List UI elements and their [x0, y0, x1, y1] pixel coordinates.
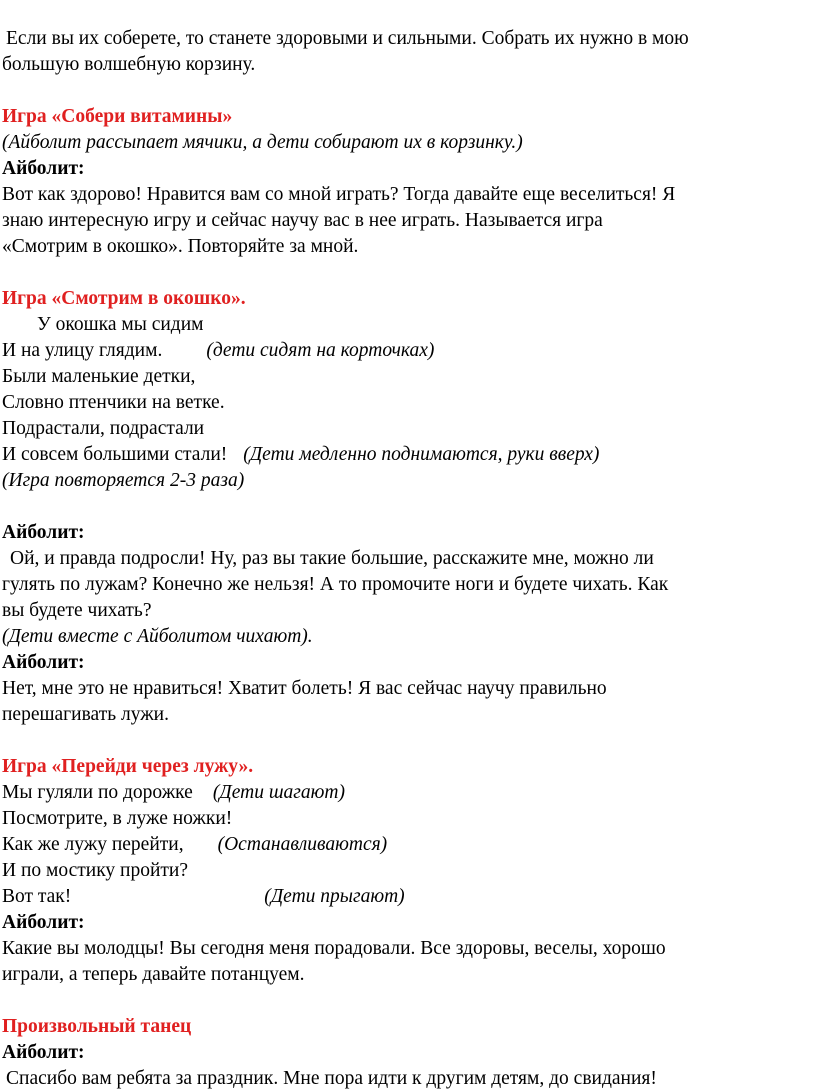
game2-verse-line-6 — [2, 442, 814, 468]
game3-verse-text: Вот так! — [2, 886, 72, 907]
speech1-line-2: знаю интересную игру и сейчас научу вас в нее играть. Называется игра — [2, 210, 603, 231]
spacer — [2, 78, 814, 104]
game2-verse-line-2 — [2, 338, 814, 364]
game3-verse-note: (Останавливаются) — [217, 834, 388, 855]
game2-verse-text: И совсем большими стали! — [2, 444, 228, 465]
game2-verse-text: И на улицу глядим. — [2, 340, 163, 361]
speaker-label: Айболит: — [2, 912, 85, 933]
spacer — [2, 494, 814, 520]
document-page — [2, 26, 814, 1092]
game3-verse-line-4: И по мостику пройти? — [2, 860, 189, 881]
speech5-text: Спасибо вам ребята за праздник. Мне пора идти к другим детям, до свидания! — [6, 1068, 657, 1089]
intro-line-2: большую волшебную корзину. — [2, 54, 256, 75]
game3-verse-line-1 — [2, 780, 814, 806]
speech4-line-1: Какие вы молодцы! Вы сегодня меня порадовали. Все здоровы, веселы, хорошо — [2, 938, 666, 959]
game1-stage-direction: (Айболит рассыпает мячики, а дети собирают их в корзинку.) — [2, 132, 523, 153]
game3-verse-text: Мы гуляли по дорожке — [2, 782, 193, 803]
speech1-line-3: «Смотрим в окошко». Повторяйте за мной. — [2, 236, 359, 257]
game3-heading: Игра «Перейди через лужу». — [2, 756, 254, 777]
game2-verse-line-4: Словно птенчики на ветке. — [2, 392, 225, 413]
spacer — [2, 260, 814, 286]
speech2-line-1 — [2, 546, 814, 572]
speech2-text: Ой, и правда подросли! Ну, раз вы такие большие, расскажите мне, можно ли — [10, 548, 654, 569]
game3-verse-note: (Дети прыгают) — [264, 886, 405, 907]
intro-paragraph — [2, 26, 814, 52]
speech2-line-3: вы будете чихать? — [2, 600, 152, 621]
speaker-label: Айболит: — [2, 522, 85, 543]
speech5-line-1 — [2, 1066, 814, 1092]
intro-line-1: Если вы их соберете, то станете здоровыми и сильными. Собрать их нужно в мою — [6, 28, 689, 49]
speaker-label: Айболит: — [2, 1042, 85, 1063]
game3-verse-note: (Дети шагают) — [212, 782, 345, 803]
speech3-line-1: Нет, мне это не нравиться! Хватит болеть! Я вас сейчас научу правильно — [2, 678, 607, 699]
speaker-label: Айболит: — [2, 652, 85, 673]
game3-verse-line-5 — [2, 884, 814, 910]
speech2-stage-direction: (Дети вместе с Айболитом чихают). — [2, 626, 313, 647]
game2-verse-line-1: У окошка мы сидим — [37, 314, 204, 335]
game2-verse-note: (дети сидят на корточках) — [206, 340, 435, 361]
game2-heading: Игра «Смотрим в окошко». — [2, 288, 246, 309]
intro-paragraph-cont — [2, 52, 814, 78]
game3-verse-line-3 — [2, 832, 814, 858]
game2-repeat-note: (Игра повторяется 2-3 раза) — [2, 470, 245, 491]
game2-verse-line-3: Были маленькие детки, — [2, 366, 196, 387]
game3-verse-text: Как же лужу перейти, — [2, 834, 184, 855]
speech1-line-1: Вот как здорово! Нравится вам со мной играть? Тогда давайте еще веселиться! Я — [2, 184, 676, 205]
spacer — [2, 728, 814, 754]
game2-verse-note: (Дети медленно поднимаются, руки вверх) — [243, 444, 600, 465]
speech3-line-2: перешагивать лужи. — [2, 704, 169, 725]
speaker-label: Айболит: — [2, 158, 85, 179]
dance-heading: Произвольный танец — [2, 1016, 192, 1037]
speech2-line-2: гулять по лужам? Конечно же нельзя! А то промочите ноги и будете чихать. Как — [2, 574, 669, 595]
spacer — [2, 988, 814, 1014]
game1-heading: Игра «Собери витамины» — [2, 106, 233, 127]
game2-verse-line-5: Подрастали, подрастали — [2, 418, 205, 439]
game3-verse-line-2: Посмотрите, в луже ножки! — [2, 808, 233, 829]
speech4-line-2: играли, а теперь давайте потанцуем. — [2, 964, 305, 985]
